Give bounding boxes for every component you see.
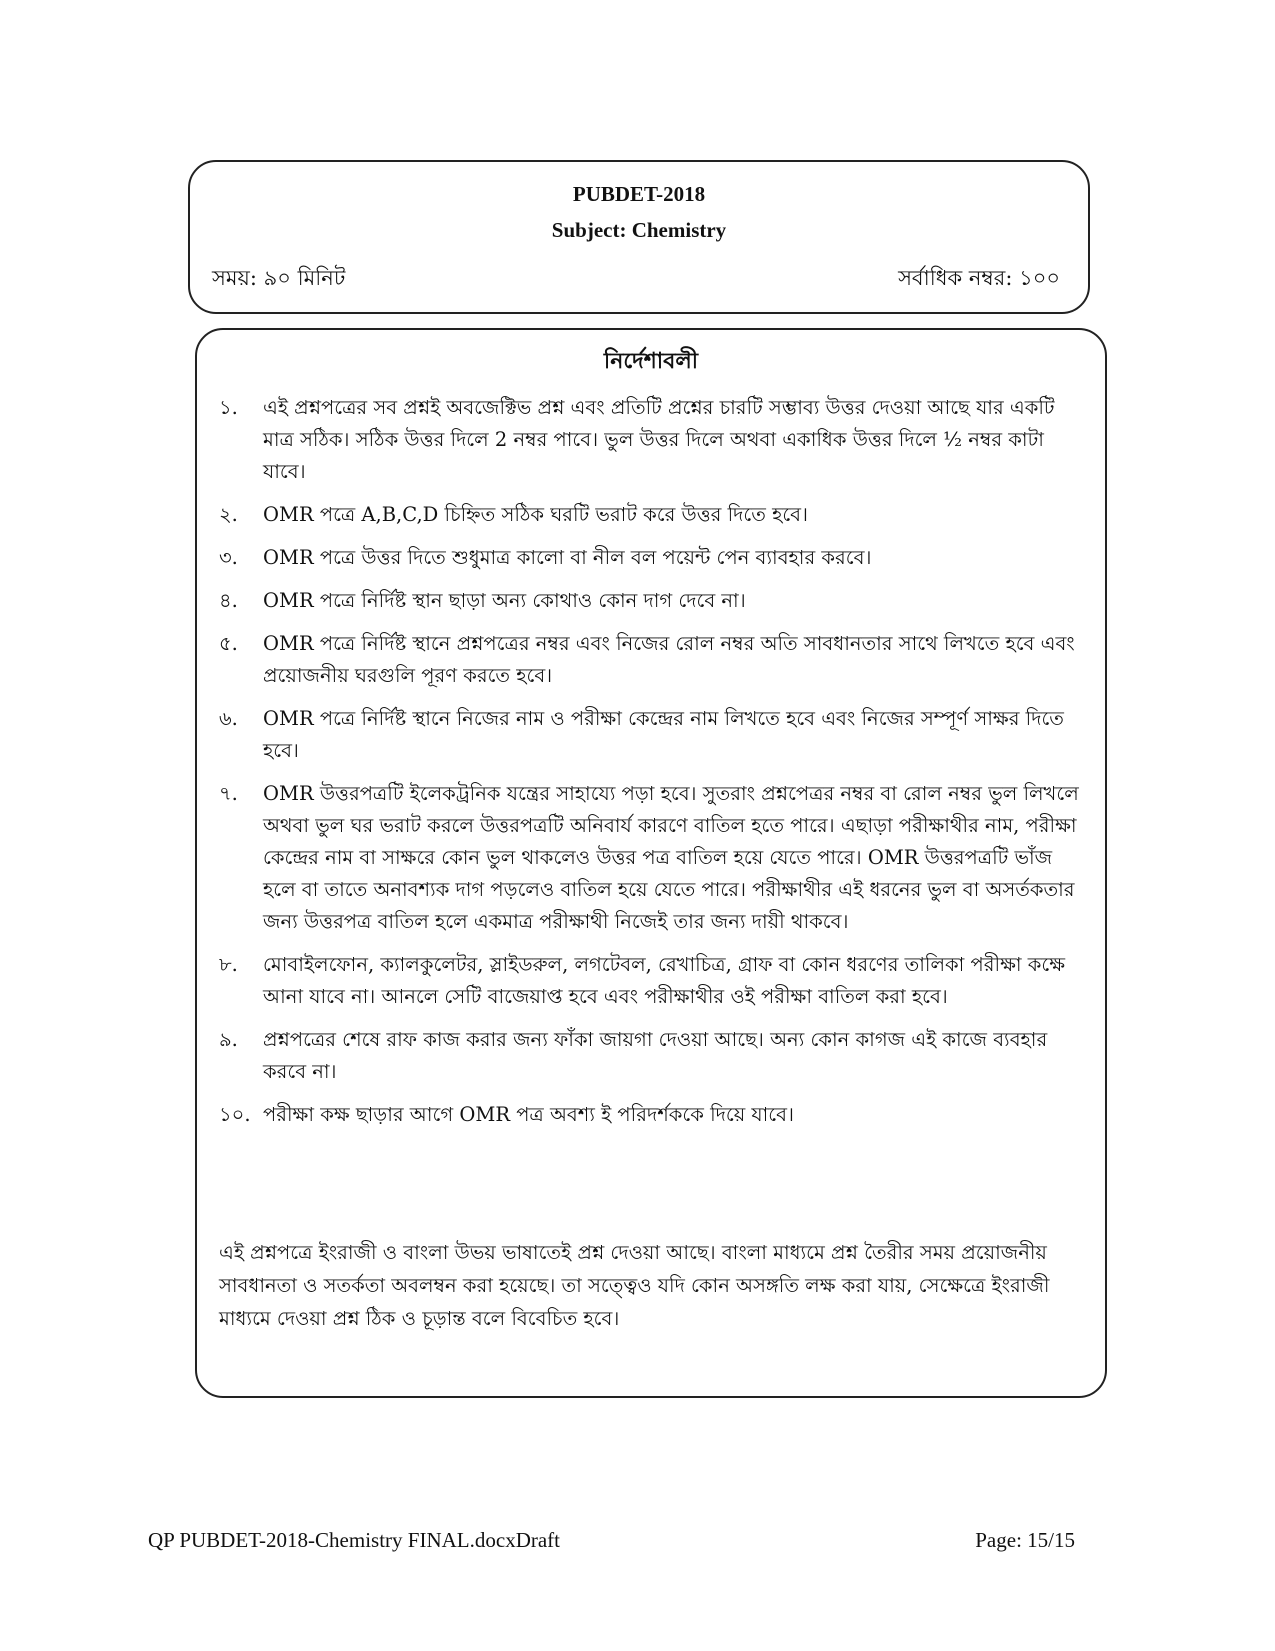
instruction-text: OMR পত্রে উত্তর দিতে শুধুমাত্র কালো বা নীল বল পয়েন্ট পেন ব্যাবহার করবে। xyxy=(263,546,872,569)
instruction-item xyxy=(219,499,1081,531)
footer-filename: QP PUBDET-2018-Chemistry FINAL.docxDraft xyxy=(148,1528,561,1552)
instruction-number: ৭. xyxy=(219,782,238,805)
instruction-number: ১০. xyxy=(219,1103,251,1126)
instruction-number: ৫. xyxy=(219,632,238,655)
exam-time: সময়: ৯০ মিনিট xyxy=(212,266,346,290)
full-marks: সর্বাধিক নম্বর: ১০০ xyxy=(898,266,1060,290)
instruction-text: এই প্রশ্নপত্রের সব প্রশ্নই অবজেক্টিভ প্রশ্ন এবং প্রতিটি প্রশ্নের চারটি সম্ভাব্য উত্তর দেওয়া আছে যার একটি মাত্র সঠিক। সঠিক উত্তর দিলে 2 নম্বর পাবে। ভুল উত্তর দিলে অথবা একাধিক উত্তর দিলে ½ নম্বর কাটা যাবে। xyxy=(263,396,1055,483)
instruction-item xyxy=(219,542,1081,574)
instruction-item xyxy=(219,778,1081,938)
instruction-text: OMR পত্রে নির্দিষ্ট স্থান ছাড়া অন্য কোথাও কোন দাগ দেবে না। xyxy=(263,589,746,612)
instructions-heading: নির্দেশাবলী xyxy=(603,348,699,374)
footer-page-number: Page: 15/15 xyxy=(975,1528,1075,1552)
exam-title: PUBDET-2018 xyxy=(572,182,706,206)
instruction-text: OMR পত্রে A,B,C,D চিহ্নিত সঠিক ঘরটি ভরাট করে উত্তর দিতে হবে। xyxy=(263,503,809,526)
instruction-item xyxy=(219,1024,1081,1088)
instruction-number: ২. xyxy=(219,503,238,526)
instruction-item xyxy=(219,1099,1081,1131)
exam-header-box xyxy=(188,160,1090,314)
instruction-number: ৯. xyxy=(219,1028,238,1051)
language-note: এই প্রশ্নপত্রে ইংরাজী ও বাংলা উভয় ভাষাতেই প্রশ্ন দেওয়া আছে। বাংলা মাধ্যমে প্রশ্ন তৈরীর সময় প্রয়োজনীয় সাবধানতা ও সতর্কতা অবলম্বন করা হয়েছে। তা সত্ত্বেও যদি কোন অসঙ্গতি লক্ষ করা যায়, সেক্ষেত্রে ইংরাজী মাধ্যমে দেওয়া প্রশ্ন ঠিক ও চূড়ান্ত বলে বিবেচিত হবে। xyxy=(219,1241,1050,1330)
instruction-item xyxy=(219,949,1081,1013)
instruction-number: ৪. xyxy=(219,589,238,612)
instruction-item xyxy=(219,628,1081,692)
instruction-text: পরীক্ষা কক্ষ ছাড়ার আগে OMR পত্র অবশ্য ই পরিদর্শককে দিয়ে যাবে। xyxy=(263,1103,794,1126)
instructions-box xyxy=(195,328,1107,1398)
instruction-number: ৩. xyxy=(219,546,238,569)
subject-line: Subject: Chemistry xyxy=(551,218,727,242)
instruction-number: ৬. xyxy=(219,707,238,730)
instruction-text: OMR উত্তরপত্রটি ইলেকট্রনিক যন্ত্রের সাহায্যে পড়া হবে। সুতরাং প্রশ্নপেত্রর নম্বর বা রোল নম্বর ভুল লিখলে অথবা ভুল ঘর ভরাট করলে উত্তরপত্রটি অনিবার্য কারণে বাতিল হতে পারে। এছাড়া পরীক্ষাথীর নাম, পরীক্ষা কেন্দ্রের নাম বা সাক্ষরে কোন ভুল থাকলেও উত্তর পত্র বাতিল হয়ে যেতে পারে। OMR উত্তরপত্রটি ভাঁজ হলে বা তাতে অনাবশ্যক দাগ পড়লেও বাতিল হয়ে যেতে পারে। পরীক্ষাথীর এই ধরনের ভুল বা অসর্তকতার জন্য উত্তরপত্র বাতিল হলে একমাত্র পরীক্ষাথী নিজেই তার জন্য দায়ী থাকবে। xyxy=(263,782,1079,933)
instruction-item xyxy=(219,585,1081,617)
instruction-text: মোবাইলফোন, ক্যালকুলেটর, স্লাইডরুল, লগটেবল, রেখাচিত্র, গ্রাফ বা কোন ধরণের তালিকা পরীক্ষা কক্ষে আনা যাবে না। আনলে সেটি বাজেয়াপ্ত হবে এবং পরীক্ষাথীর ওই পরীক্ষা বাতিল করা হবে। xyxy=(263,953,1065,1008)
instruction-number: ৮. xyxy=(219,953,238,976)
instruction-text: প্রশ্নপত্রের শেষে রাফ কাজ করার জন্য ফাঁকা জায়গা দেওয়া আছে। অন্য কোন কাগজ এই কাজে ব্যবহার করবে না। xyxy=(263,1028,1048,1083)
instruction-item xyxy=(219,392,1081,488)
instruction-text: OMR পত্রে নির্দিষ্ট স্থানে নিজের নাম ও পরীক্ষা কেন্দ্রের নাম লিখতে হবে এবং নিজের সম্পূর্ণ সাক্ষর দিতে হবে। xyxy=(263,707,1064,762)
instructions-list xyxy=(219,392,1081,1142)
instruction-item xyxy=(219,703,1081,767)
instruction-number: ১. xyxy=(219,396,238,419)
instruction-text: OMR পত্রে নির্দিষ্ট স্থানে প্রশ্নপত্রের নম্বর এবং নিজের রোল নম্বর অতি সাবধানতার সাথে লিখতে হবে এবং প্রয়োজনীয় ঘরগুলি পূরণ করতে হবে। xyxy=(263,632,1075,687)
